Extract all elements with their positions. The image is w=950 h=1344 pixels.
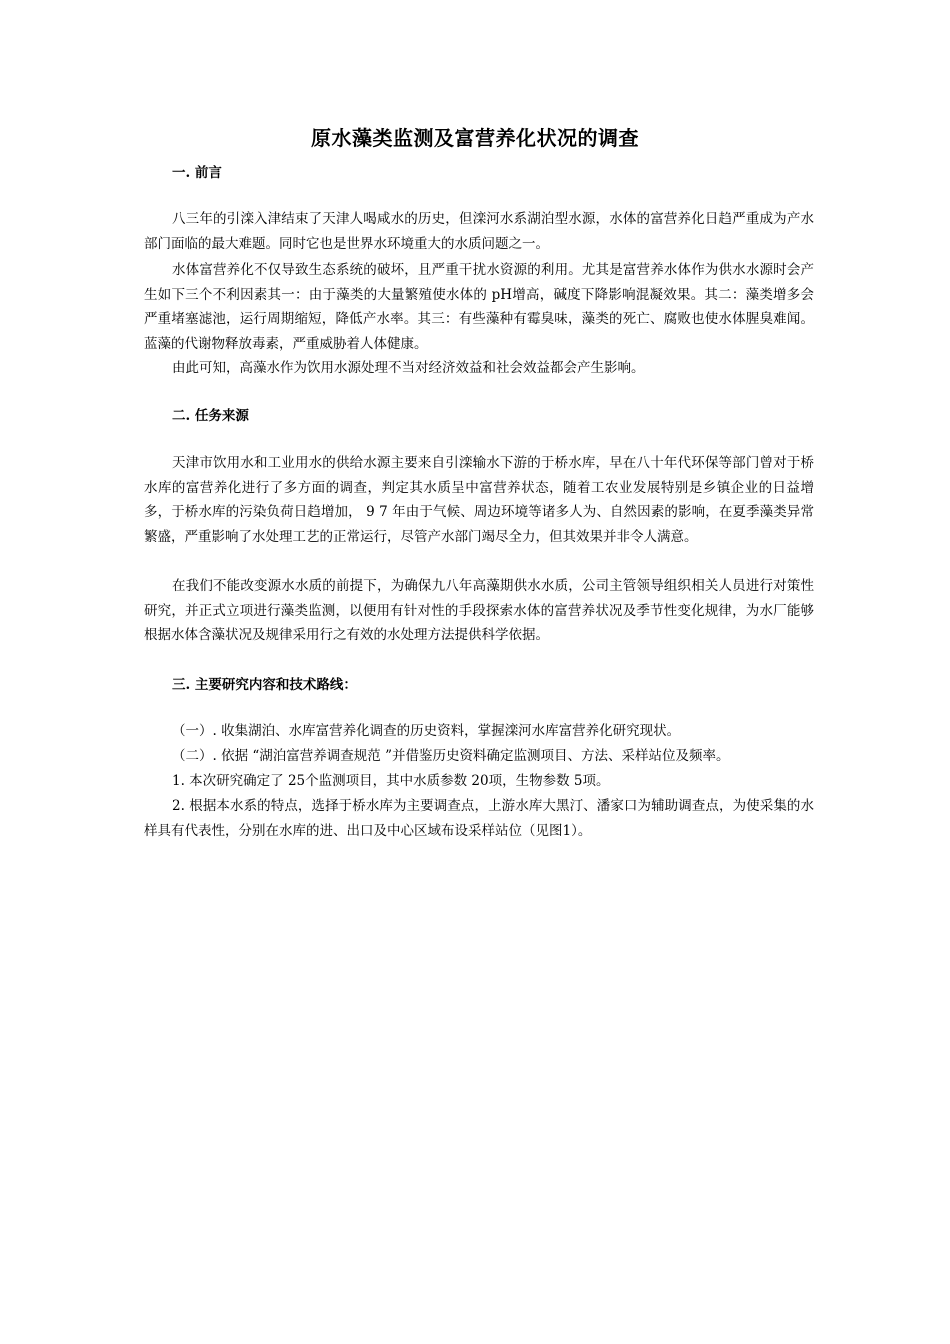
document-title: 原水藻类监测及富营养化状况的调查 (311, 126, 639, 150)
paragraph: 水体富营养化不仅导致生态系统的破坏，且严重干扰水资源的利用。尤其是富营养水体作为供水水源时会产生如下三个不利因素其一：由于藻类的大量繁殖使水体的 pH增高，碱度下降影响混凝效果。其二：藻类增多会严重堵塞滤池，运行周期缩短，降低产水率。其三：有些藻种有霉臭味，藻类的死亡、腐败也使水体腥臭难闻。蓝藻的代谢物释放毒素，严重威胁着人体健康。 (144, 262, 814, 352)
paragraph: 天津市饮用水和工业用水的供给水源主要来自引滦输水下游的于桥水库，早在八十年代环保等部门曾对于桥水库的富营养化进行了多方面的调查，判定其水质呈中富营养状态，随着工农业发展特别是乡镇企业的日益增多，于桥水库的污染负荷日趋增加， 9 7 年由于气候、周边环境等诸多人为、自然因素的影响，在夏季藻类异常繁盛，严重影响了水处理工艺的正常运行，尽管产水部门竭尽全力，但其效果并非令人满意。 (144, 455, 814, 545)
paragraph: 在我们不能改变源水水质的前提下，为确保九八年高藻期供水水质，公司主管领导组织相关人员进行对策性研究，并正式立项进行藻类监测，以便用有针对性的手段探索水体的富营养状况及季节性变化规律，为水厂能够根据水体含藻状况及规律采用行之有效的水处理方法提供科学依据。 (144, 578, 814, 643)
section-heading-task-source: 二. 任务来源 (172, 408, 249, 424)
section-heading-preface: 一. 前言 (172, 165, 222, 181)
list-item: （二）. 依据 “湖泊富营养调查规范 ”并借鉴历史资料确定监测项目、方法、采样站位及频率。 (172, 748, 730, 764)
list-item: 2. 根据本水系的特点，选择于桥水库为主要调查点，上游水库大黑汀、潘家口为辅助调查点，为使采集的水样具有代表性，分别在水库的进、出口及中心区域布设采样站位（见图1）。 (144, 798, 814, 839)
list-item: （一）. 收集湖泊、水库富营养化调查的历史资料，掌握滦河水库富营养化研究现状。 (172, 723, 681, 739)
section-heading-research-content: 三. 主要研究内容和技术路线： (172, 677, 357, 693)
paragraph: 由此可知，高藻水作为饮用水源处理不当对经济效益和社会效益都会产生影响。 (172, 360, 645, 376)
paragraph: 八三年的引滦入津结束了天津人喝咸水的历史，但滦河水系湖泊型水源，水体的富营养化日趋严重成为产水部门面临的最大难题。同时它也是世界水环境重大的水质问题之一。 (144, 211, 814, 252)
list-item: 1. 本次研究确定了 25个监测项目，其中水质参数 20项，生物参数 5项。 (172, 773, 610, 789)
